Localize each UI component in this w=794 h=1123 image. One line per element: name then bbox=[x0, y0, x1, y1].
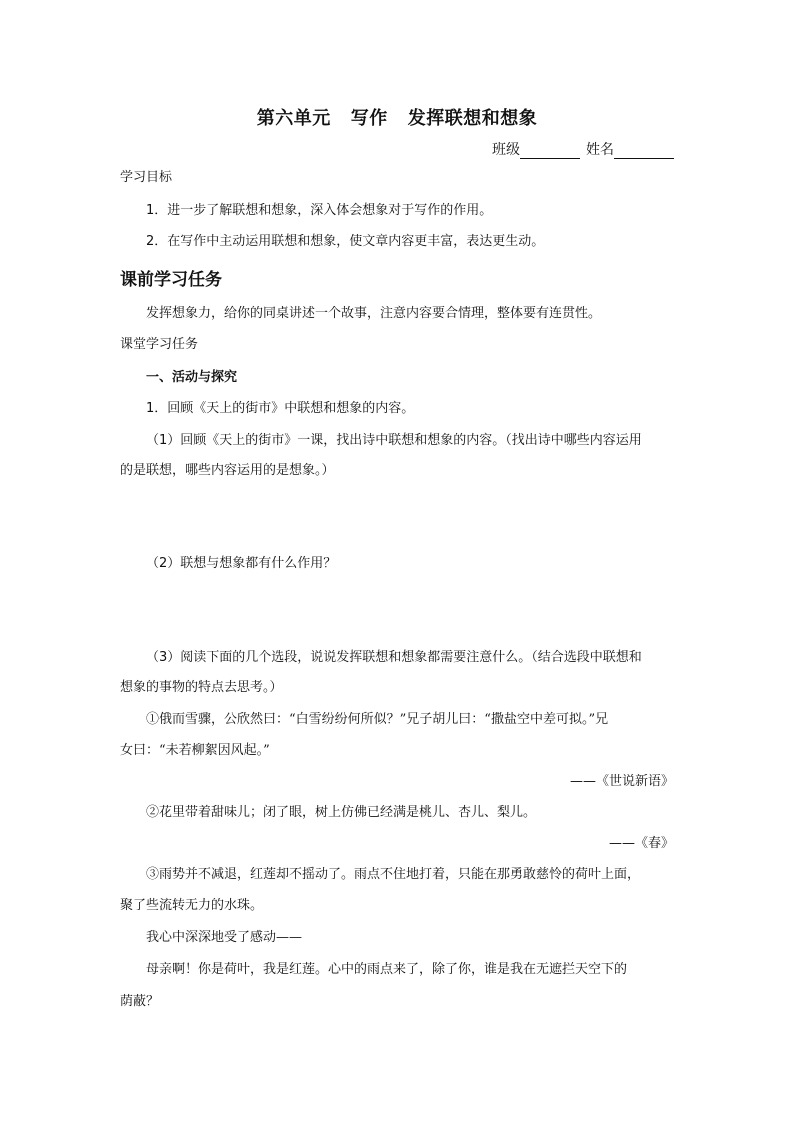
question-1-3-line1: （3）阅读下面的几个选段，说说发挥联想和想象都需要注意什么。（结合选段中联想和 bbox=[146, 650, 642, 665]
objective-item-1: 1．进一步了解联想和想象，深入体会想象对于写作的作用。 bbox=[146, 203, 493, 218]
pre-task-text: 发挥想象力，给你的同桌讲述一个故事，注意内容要合情理，整体要有连贯性。 bbox=[146, 306, 602, 321]
question-1-2: （2）联想与想象都有什么作用？ bbox=[146, 556, 337, 571]
objectives-heading: 学习目标 bbox=[120, 170, 173, 185]
pre-task-heading: 课前学习任务 bbox=[120, 270, 222, 290]
question-1: 1．回顾《天上的街市》中联想和想象的内容。 bbox=[146, 401, 415, 416]
passage-3-line3: 我心中深深地受了感动—— bbox=[146, 930, 303, 945]
passage-3-line4: 母亲啊！你是荷叶，我是红莲。心中的雨点来了，除了你，谁是我在无遮拦天空下的 bbox=[146, 962, 628, 977]
name-blank bbox=[614, 144, 674, 159]
activity-section-heading: 一、活动与探究 bbox=[146, 370, 238, 385]
passage-2: ②花里带着甜味儿；闭了眼，树上仿佛已经满是桃儿、杏儿、梨儿。 bbox=[146, 805, 537, 820]
class-name-line bbox=[492, 139, 674, 159]
passage-3-line1: ③雨势并不减退，红莲却不摇动了。雨点不住地打着，只能在那勇敢慈怜的荷叶上面， bbox=[146, 867, 641, 882]
title-writing: 写作 bbox=[350, 108, 388, 129]
class-blank bbox=[520, 144, 580, 159]
name-label: 姓名 bbox=[586, 142, 614, 158]
class-task-heading: 课堂学习任务 bbox=[120, 337, 199, 352]
passage-2-source: ——《春》 bbox=[608, 836, 674, 851]
question-1-1-line2: 的是联想，哪些内容运用的是想象。） bbox=[120, 463, 335, 478]
page-title bbox=[0, 104, 794, 130]
class-label: 班级 bbox=[492, 142, 520, 158]
passage-1-line2: 女曰：“未若柳絮因风起。” bbox=[120, 743, 270, 758]
passage-1-source: ——《世说新语》 bbox=[569, 774, 674, 789]
title-unit: 第六单元 bbox=[256, 108, 331, 129]
question-1-1-line1: （1）回顾《天上的街市》一课，找出诗中联想和想象的内容。（找出诗中哪些内容运用 bbox=[146, 433, 642, 448]
objective-item-2: 2．在写作中主动运用联想和想象，使文章内容更丰富，表达更生动。 bbox=[146, 234, 545, 249]
passage-3-line5: 荫蔽？ bbox=[120, 994, 160, 1009]
passage-3-line2: 聚了些流转无力的水珠。 bbox=[120, 898, 264, 913]
passage-1-line1: ①俄而雪骤，公欣然曰：“白雪纷纷何所似？”兄子胡儿曰：“撒盐空中差可拟。”兄 bbox=[146, 712, 609, 727]
question-1-3-line2: 想象的事物的特点去思考。） bbox=[120, 680, 283, 695]
title-topic: 发挥联想和想象 bbox=[407, 108, 538, 129]
